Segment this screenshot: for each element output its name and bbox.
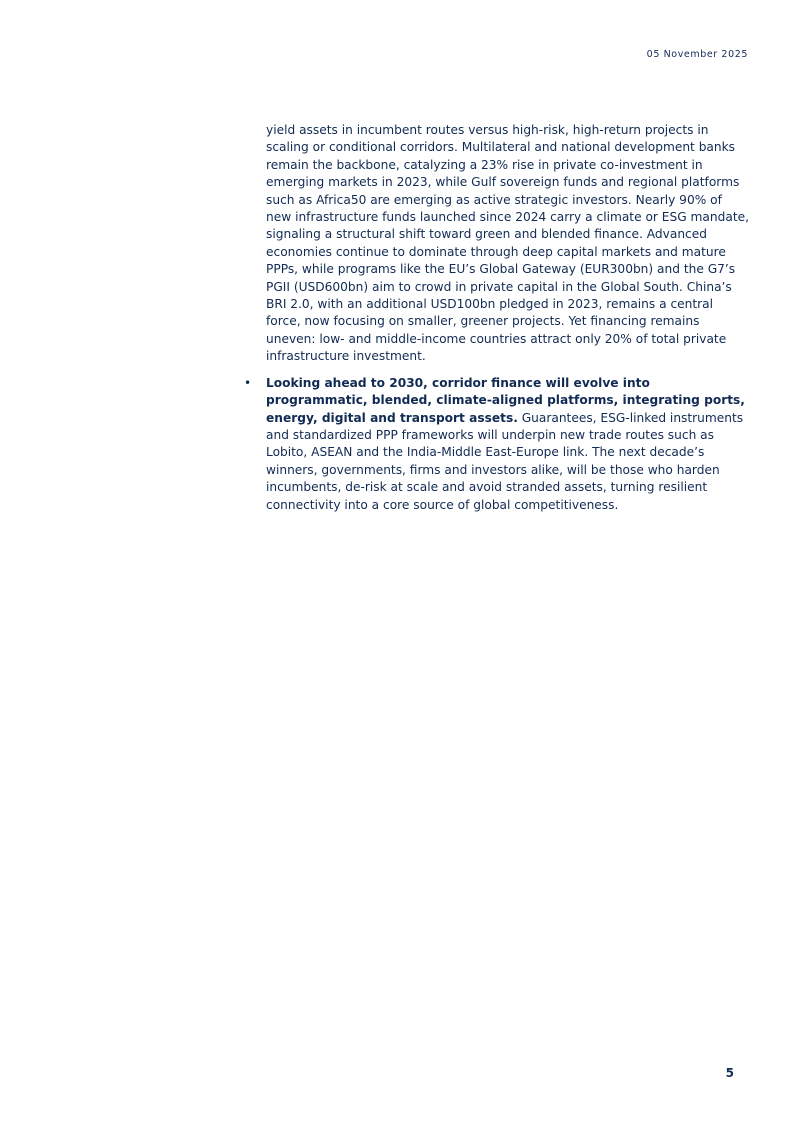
bullet-marker: • — [244, 375, 252, 390]
bullet-text — [266, 375, 750, 514]
report-date: 05 November 2025 — [646, 49, 748, 60]
main-content — [244, 122, 750, 514]
page-number: 5 — [725, 1066, 734, 1080]
bullet-lead-text: Looking ahead to 2030, corridor finance will evolve into programmatic, blended, climate-aligned platforms, integrating ports, energy, digital and transport assets. — [266, 375, 745, 425]
bullet-body-text: Guarantees, ESG-linked instruments and standardized PPP frameworks will underpin new trade routes such as Lobito, ASEAN and the India-Middle East-Europe link. The next decade’s winners, governments, firms and investors alike, will be those who harden incumbents, de-risk at scale and avoid stranded assets, turning resilient connectivity into a core source of global competitiveness. — [266, 410, 744, 512]
continuation-paragraph: yield assets in incumbent routes versus high-risk, high-return projects in scaling or conditional corridors. Multilateral and national development banks remain the backbone, catalyzing a 23% rise in private co-investment in emerging markets in 2023, while Gulf sovereign funds and regional platforms such as Africa50 are emerging as active strategic investors. Nearly 90% of new infrastructure funds launched since 2024 carry a climate or ESG mandate, signaling a structural shift toward green and blended finance. Advanced economies continue to dominate through deep capital markets and mature PPPs, while programs like the EU’s Global Gateway (EUR300bn) and the G7’s PGII (USD600bn) aim to crowd in private capital in the Global South. China’s BRI 2.0, with an additional USD100bn pledged in 2023, remains a central force, now focusing on smaller, greener projects. Yet financing remains uneven: low- and middle-income countries attract only 20% of total private infrastructure investment. — [266, 123, 749, 364]
bullet-item — [244, 375, 750, 514]
